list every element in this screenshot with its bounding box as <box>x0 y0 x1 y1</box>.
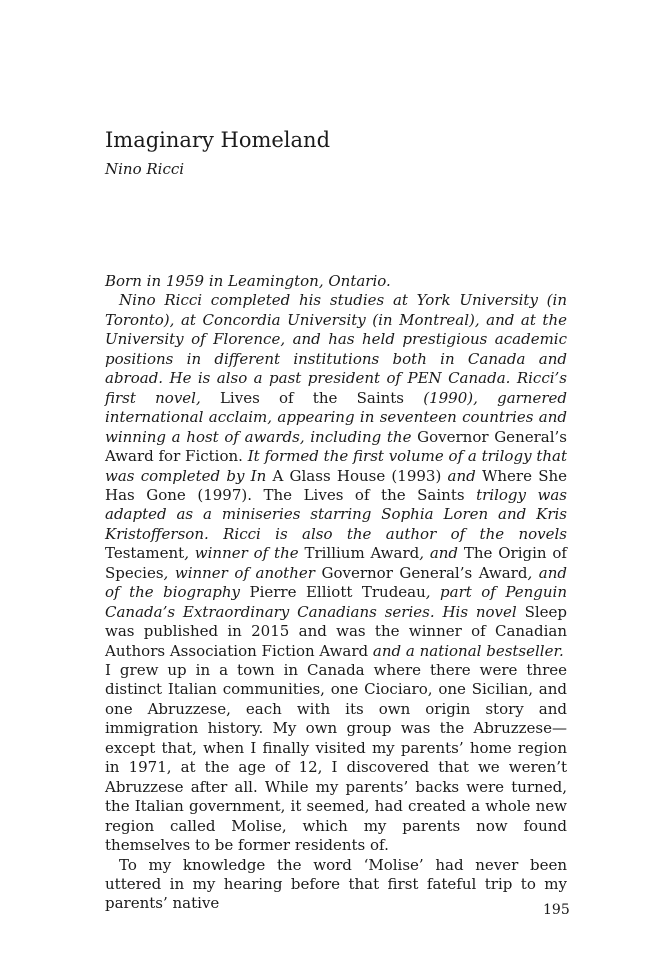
bio-text: and <box>441 466 482 485</box>
bio-title-ref: Sleep was published in 2015 and was the winner of Canadian Authors Association Fiction Award <box>105 602 567 660</box>
author-bio <box>105 272 567 661</box>
bio-text: , winner of the <box>184 544 305 563</box>
essay-body <box>105 661 567 914</box>
bio-text: , winner of another <box>163 563 322 582</box>
bio-title-ref: Governor General’s Award <box>321 563 528 582</box>
page-number: 195 <box>543 902 570 918</box>
bio-text: , part of Penguin Canada’s Extraordinary Canadians series. His novel <box>105 583 567 621</box>
body-paragraph: I grew up in a town in Canada where there were three distinct Italian communities, one Ciociaro, one Sicilian, and one Abruzzese, each with its own origin story and immigration history. My own group was the Abruzzese—except that, when I finally visited my parents’ home region in 1971, at the age of 12, I discovered that we weren’t Abruzzese after all. While my parents’ backs were turned, the Italian government, it seemed, had created a whole new region called Molise, which my parents now found themselves to be former residents of. <box>105 661 567 855</box>
bio-title-ref: Where She Has Gone (1997). The Lives of the Saints <box>105 466 568 504</box>
bio-title-ref: Testament <box>105 544 185 563</box>
bio-title-ref: The Origin of Species <box>105 544 567 582</box>
bio-text: , and of the biography <box>105 563 567 602</box>
bio-text: Nino Ricci completed his studies at York University (in Toronto), at Concordia University (in Montreal), and at the University of Florence, and has held prestigious academic positions in different institutions both in Canada and abroad. He is also a past president of PEN Canada. Ricci’s first novel, <box>105 291 567 407</box>
bio-text: It formed the first volume of a trilogy that was completed by In <box>105 447 567 485</box>
bio-paragraph <box>105 291 567 661</box>
bio-title-ref: A Glass House (1993) <box>272 466 442 485</box>
bio-title-ref: Lives of the Saints <box>219 388 404 407</box>
bio-text: trilogy was adapted as a miniseries starring Sophia Loren and Kris Kristofferson. Ricci is also the author of the novels <box>105 485 567 543</box>
bio-text: , and <box>419 544 464 563</box>
bio-text: (1990), garnered international acclaim, appearing in seventeen countries and winning a host of awards, including the <box>105 388 567 446</box>
body-paragraph: To my knowledge the word ‘Molise’ had never been uttered in my hearing before that first fateful trip to my parents’ native <box>105 855 567 913</box>
bio-birth-line: Born in 1959 in Leamington, Ontario. <box>105 272 391 290</box>
bio-title-ref: Governor General’s Award for Fiction. <box>105 427 567 466</box>
bio-title-ref: Pierre Elliott Trudeau <box>249 583 426 602</box>
chapter-title: Imaginary Homeland <box>105 128 331 152</box>
bio-text: and a national bestseller. <box>368 641 564 660</box>
bio-title-ref: Trillium Award <box>304 544 420 563</box>
chapter-author: Nino Ricci <box>105 160 185 178</box>
